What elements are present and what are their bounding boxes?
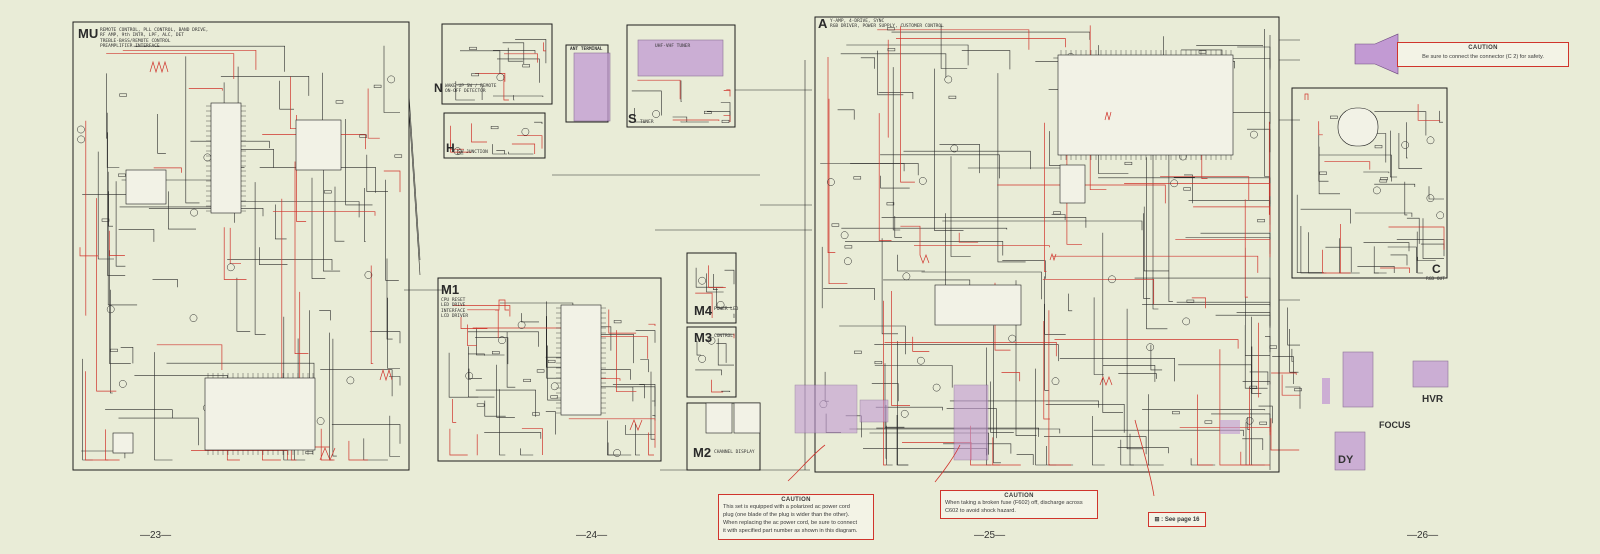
- block-m2-desc: CHANNEL DISPLAY: [714, 450, 755, 455]
- block-c-desc: RGB OUT: [1426, 277, 1445, 282]
- block-c-title: C: [1432, 262, 1441, 276]
- block-m3-desc: CONTROL: [714, 334, 733, 339]
- page-number: —23—: [140, 530, 172, 541]
- block-n-desc: WAKE-UP SW / REMOTE ON-OFF DETECTOR: [445, 84, 497, 95]
- focus-label: FOCUS: [1379, 420, 1411, 430]
- dy-label: DY: [1338, 454, 1354, 466]
- caution-polarized-line: This set is equipped with a polarized ac power cord: [723, 504, 850, 510]
- block-a-desc: Y-AMP, 4-DRIVE, SYNC RGB DRIVER, POWER SUPPLY, CUSTOMER CONTROL: [830, 19, 944, 30]
- block-m1-desc: CPU RESET LED DRIVE INTERFACE LCD DRIVER: [441, 298, 469, 320]
- block-m1-title: M1: [441, 282, 460, 297]
- block-s-title: S: [628, 111, 637, 126]
- block-h-title: H: [446, 141, 455, 155]
- hvr-label: HVR: [1422, 394, 1444, 405]
- caution-fuse-line: When taking a broken fuse (F602) off, discharge across: [945, 500, 1083, 506]
- block-m2-title: M2: [693, 445, 712, 460]
- caution-connector-box: [1397, 42, 1569, 67]
- block-s-desc: TUNER: [640, 120, 654, 125]
- page-number: —25—: [974, 530, 1006, 541]
- block-mu-title: MU: [78, 26, 99, 41]
- caution-fuse-line: C602 to avoid shock hazard.: [945, 508, 1016, 515]
- caution-polarized-line: it with specified part number as shown in this diagram.: [723, 528, 858, 535]
- crt-socket-icon: [1355, 34, 1398, 74]
- ant-terminal-label: ANT TERMINAL: [570, 47, 603, 52]
- caution-polarized-box: [718, 494, 874, 540]
- caution-connector-text: Be sure to connect the connector (C 2) for safety.: [1422, 54, 1544, 60]
- block-a-title: A: [818, 16, 828, 31]
- page-number: —24—: [576, 530, 608, 541]
- caution-fuse-box: [940, 490, 1098, 519]
- block-h-desc: SW JUNCTION: [458, 150, 488, 155]
- caution-fuse-title: CAUTION: [1004, 493, 1034, 499]
- caution-polarized-title: CAUTION: [781, 497, 811, 503]
- caution-polarized-line: When replacing the ac power cord, be sure to connect: [723, 520, 858, 527]
- caution-connector-title: CAUTION: [1468, 45, 1498, 51]
- block-m4-desc: POWER LED: [714, 307, 739, 312]
- see-page-note: ⊞ : See page 16: [1148, 512, 1206, 527]
- block-m4-title: M4: [694, 303, 713, 318]
- tuner-chip-label: UHF-VHF TUNER: [655, 44, 691, 49]
- caution-polarized-line: plug (one blade of the plug is wider than the other).: [723, 512, 850, 519]
- block-m3-title: M3: [694, 330, 713, 345]
- block-mu-desc: REMOTE CONTROL, PLL CONTROL, BAND DRIVE, RF AMP, 9th INTR, LPF, ALC, DET TREBLE-BASS/REMOTE CONTROL PREAMPLIFIER INTERFACE: [100, 28, 209, 50]
- page-number: —26—: [1407, 530, 1439, 541]
- ant-terminal-block: [574, 53, 610, 121]
- block-n-title: N: [434, 81, 443, 95]
